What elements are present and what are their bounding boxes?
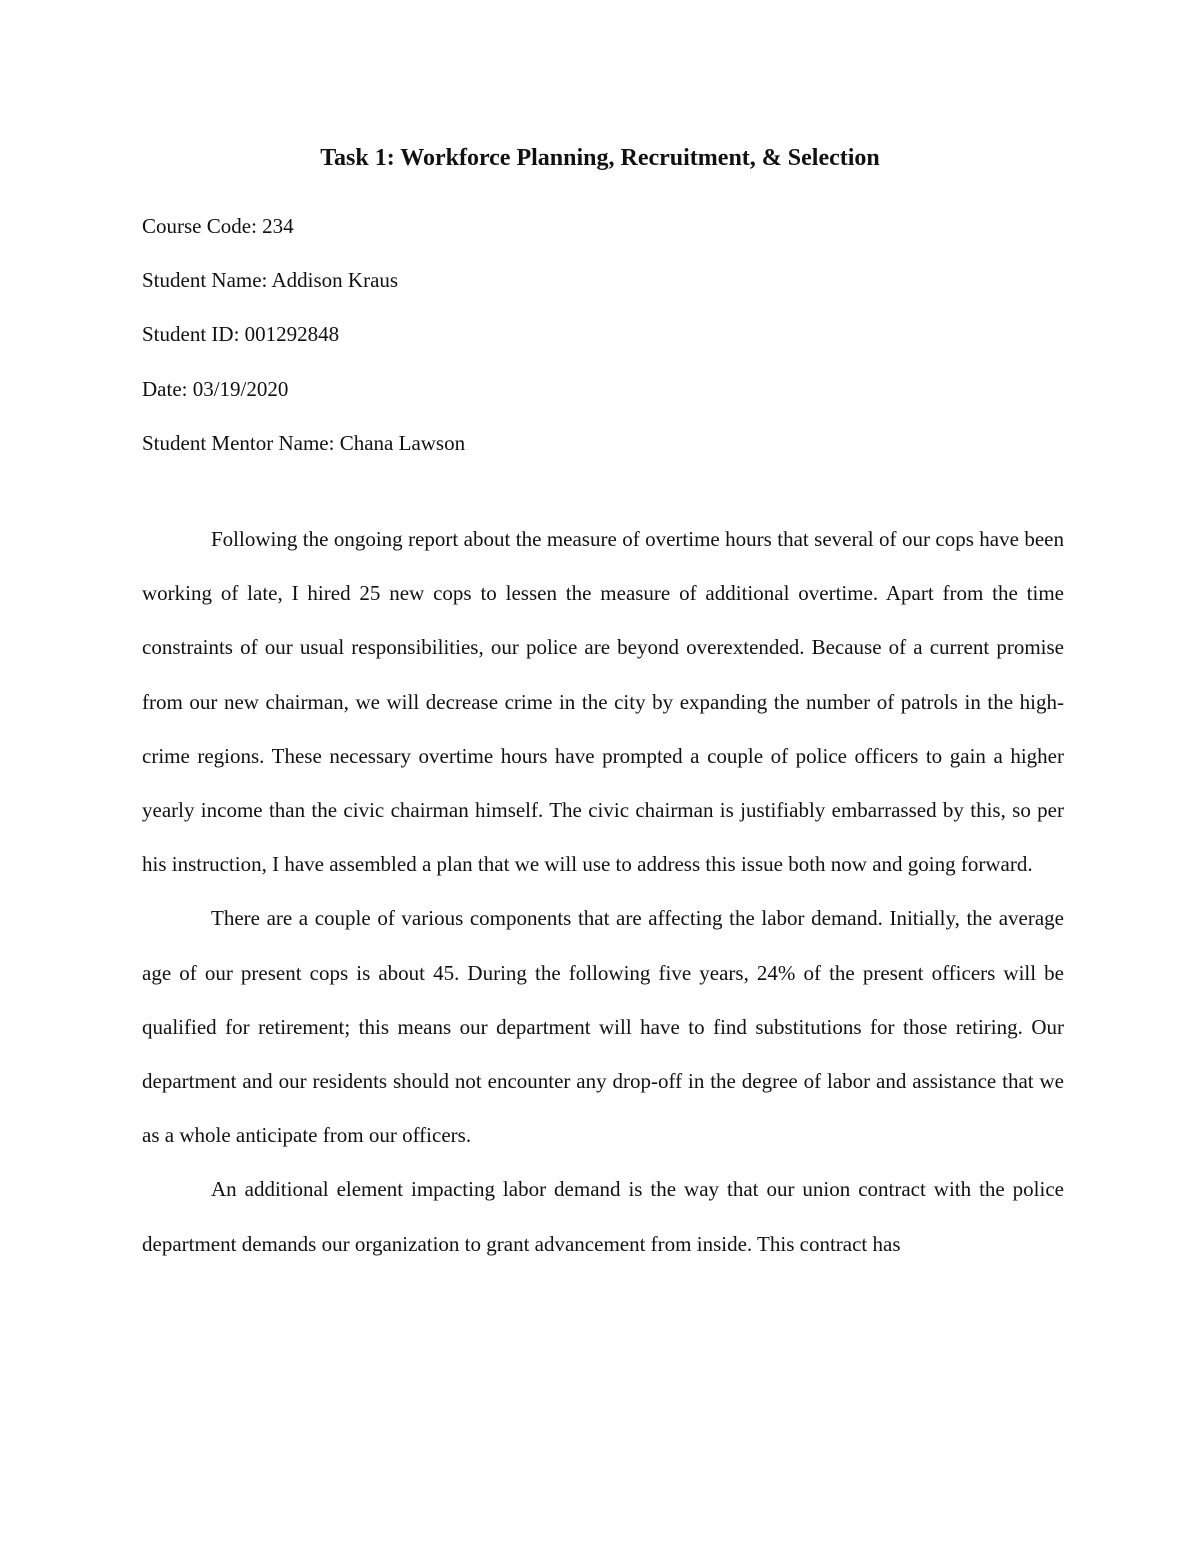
date: Date: 03/19/2020 xyxy=(142,376,289,401)
paragraph-2: There are a couple of various components that are affecting the labor demand. Initially, the average age of our present cops is about 45. During the following five years, 24% of the present officers will be qualified for retirement; this means our department will have to find substitutions for those retiring. Our department and our residents should not encounter any drop-off in the degree of labor and assistance that we as a whole anticipate from our officers. xyxy=(142,906,1064,1148)
student-mentor-name: Student Mentor Name: Chana Lawson xyxy=(142,430,466,455)
document-body xyxy=(142,512,1064,1271)
student-id: Student ID: 001292848 xyxy=(142,322,340,347)
student-name: Student Name: Addison Kraus xyxy=(142,268,399,293)
course-code: Course Code: 234 xyxy=(142,214,294,238)
paragraph-1: Following the ongoing report about the measure of overtime hours that several of our cops have been working of late, I hired 25 new cops to lessen the measure of additional overtime. Apart from the time constraints of our usual responsibilities, our police are beyond overextended. Because of a current promise from our new chairman, we will decrease crime in the city by expanding the number of patrols in the high-crime regions. These necessary overtime hours have prompted a couple of police officers to gain a higher yearly income than the civic chairman himself. The civic chairman is justifiably embarrassed by this, so per his instruction, I have assembled a plan that we will use to address this issue both now and going forward. xyxy=(142,527,1064,877)
paragraph-3: An additional element impacting labor demand is the way that our union contract with the police department demands our organization to grant advancement from inside. This contract has xyxy=(142,1177,1064,1256)
student-info-list xyxy=(142,199,1072,470)
document-title: Task 1: Workforce Planning, Recruitment, & Selection xyxy=(320,145,880,171)
